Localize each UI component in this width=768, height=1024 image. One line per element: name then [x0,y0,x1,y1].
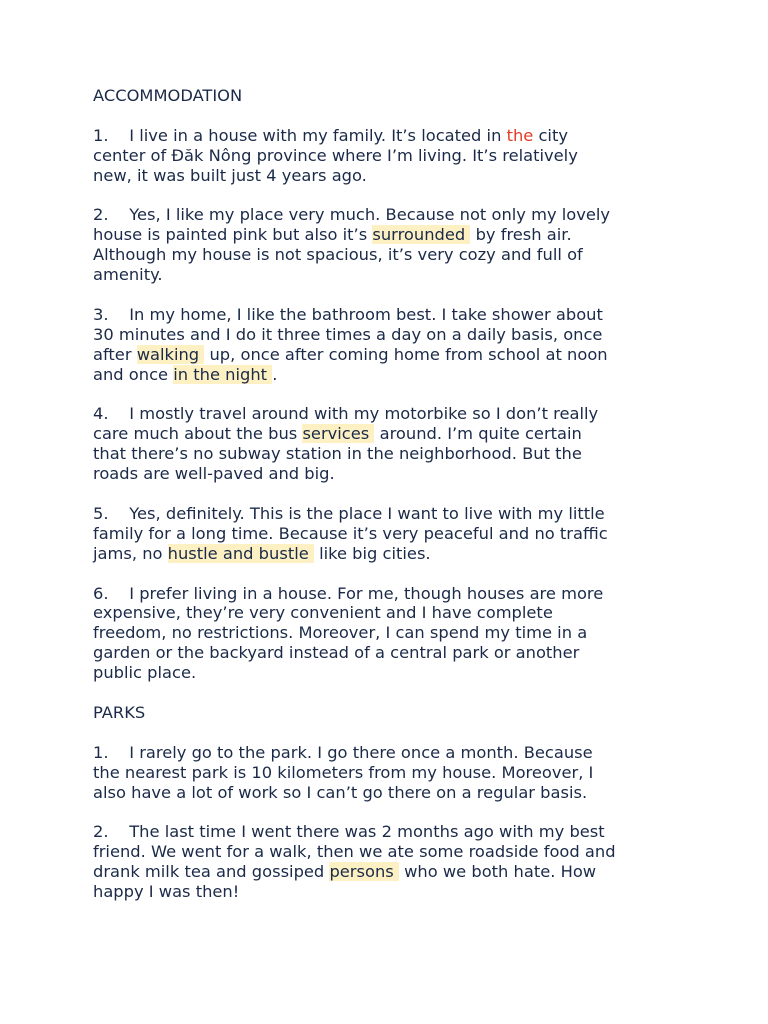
answer-paragraph [93,743,693,803]
text-run: 3. In my home, I like the bathroom best. I take shower about 30 minutes and I do it three times a day on a daily basis, once after [93,304,603,364]
text-run: 6. I prefer living in a house. For me, though houses are more expensive, they’re very convenient and I have complete freedom, no restrictions. Moreover, I can spend my time in a garden or the backyard instead of a central park or another public place. [93,583,604,683]
answer-paragraph [93,584,693,684]
highlighted-phrase: persons [329,862,399,882]
document-page [93,86,693,902]
text-run: 2. Yes, I like my place very much. Because not only my lovely house is painted pink but also it’s [93,205,611,245]
highlighted-phrase: surrounded [372,225,471,245]
text-run: 2. The last time I went there was 2 months ago with my best friend. We went for a walk, then we ate some roadside food and drank milk tea and gossiped [93,822,616,882]
text-run: . [272,364,278,384]
highlighted-phrase: walking [136,344,205,364]
text-run: by fresh air. Although my house is not spacious, it’s very cozy and full of amenity. [93,225,583,285]
highlighted-phrase: hustle and bustle [167,543,314,563]
text-run: up, once after coming home from school at noon and once [93,344,608,384]
text-run: 5. Yes, definitely. This is the place I want to live with my little family for a long time. Because it’s very peaceful and no traffic jams, no [93,503,608,563]
section-heading: PARKS [93,702,146,722]
answer-list [93,743,693,902]
text-run: around. I’m quite certain that there’s no subway station in the neighborhood. But the roads are well-paved and big. [93,424,582,484]
answer-paragraph [93,205,693,285]
red-marked-word: the [506,125,534,145]
text-run: 4. I mostly travel around with my motorbike so I don’t really care much about the bus [93,404,599,444]
text-run: 1. I rarely go to the park. I go there once a month. Because the nearest park is 10 kilometers from my house. Moreover, I also have a lot of work so I can’t go there on a regular basis. [93,742,594,802]
text-run: who we both hate. How happy I was then! [93,862,597,902]
highlighted-phrase: services [302,424,375,444]
answer-paragraph [93,504,693,564]
section-heading: ACCOMMODATION [93,86,243,105]
text-run: like big cities. [313,543,431,563]
highlighted-phrase: in the night [173,364,273,384]
answer-paragraph [93,126,693,186]
text-run: city center of Đăk Nông province where I’m living. It’s relatively new, it was built just 4 years ago. [93,125,578,185]
section-parks [93,703,693,902]
answer-list [93,126,693,683]
section-accommodation [93,86,693,683]
text-run: 1. I live in a house with my family. It’s located in [93,125,507,145]
answer-paragraph [93,305,693,385]
answer-paragraph [93,404,693,484]
answer-paragraph [93,822,693,902]
